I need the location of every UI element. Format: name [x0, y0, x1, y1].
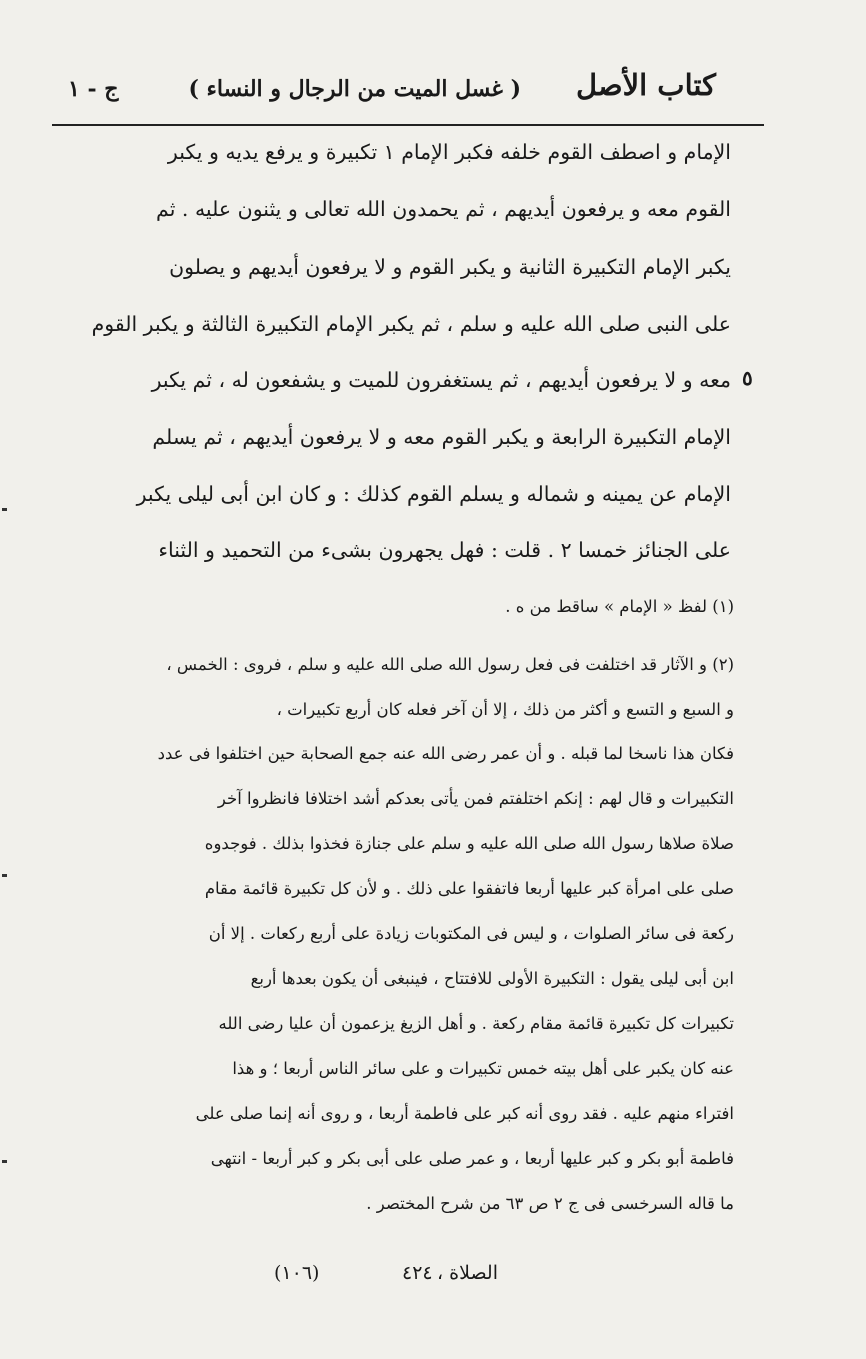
text-line: معه و لا يرفعون أيديهم ، ثم يستغفرون للميت و يشفعون له ، ثم يكبر [151, 368, 731, 392]
scan-mark [2, 1160, 7, 1163]
footnote-line: التكبيرات و قال لهم : إنكم اختلفتم فمن يأتى بعدكم أشد اختلافا فانظروا آخر [217, 789, 734, 808]
footnote-line: و السبع و التسع و أكثر من ذلك ، إلا أن آخر فعله كان أربع تكبيرات ، [276, 700, 734, 719]
chapter-title: ( غسل الميت من الرجال و النساء ) [188, 76, 521, 102]
book-title: كتاب الأصل [576, 68, 716, 102]
running-header [60, 68, 716, 114]
text-line: يكبر الإمام التكبيرة الثانية و يكبر القوم و لا يرفعون أيديهم و يصلون [169, 255, 731, 279]
footer-section: ، الصلاة [436, 1262, 498, 1284]
footnote-line: ابن أبى ليلى يقول : التكبيرة الأولى للافتتاح ، فينبغى أن يكون بعدها أربع [250, 969, 734, 988]
footnote-line: (١) لفظ « الإمام » ساقط من ه . [505, 597, 734, 616]
footnote-line: ركعة فى سائر الصلوات ، و ليس فى المكتوبات زيادة على أربع ركعات . إلا أن [208, 924, 734, 943]
scan-mark [2, 874, 7, 877]
header-rule [52, 124, 764, 126]
text-line: على الجنائز خمسا ٢ . قلت : فهل يجهرون بشىء من التحميد و الثناء [158, 538, 731, 562]
footnote-line: فكان هذا ناسخا لما قبله . و أن عمر رضى الله عنه جمع الصحابة حين اختلفوا فى عدد [157, 744, 734, 763]
text-line: الإمام التكبيرة الرابعة و يكبر القوم معه و لا يرفعون أيديهم ، ثم يسلم [152, 425, 731, 449]
footnote-line: ما قاله السرخسى فى ج ٢ ص ٦٣ من شرح المختصر . [366, 1194, 734, 1213]
text-line: على النبى صلى الله عليه و سلم ، ثم يكبر الإمام التكبيرة الثالثة و يكبر القوم [91, 312, 731, 336]
footnote-line: صلاة صلاها رسول الله صلى الله عليه و سلم على جنازة فخذوا بذلك . فوجدوه [204, 834, 734, 853]
text-line: الإمام و اصطف القوم خلفه فكبر الإمام ١ تكبيرة و يرفع يديه و يكبر [167, 140, 731, 164]
footnote-line: تكبيرات كل تكبيرة قائمة مقام ركعة . و أهل الزيغ يزعمون أن عليا رضى الله [218, 1014, 734, 1033]
footer-page-ref: (١٠٦) [274, 1262, 320, 1284]
footnote-line: افتراء منهم عليه . فقد روى أنه كبر على فاطمة أربعا ، و روى أنه إنما صلى على [195, 1104, 734, 1123]
text-line: الإمام عن يمينه و شماله و يسلم القوم كذلك : و كان ابن أبى ليلى يكبر [136, 482, 731, 506]
footnote-line: صلى على امرأة كبر عليها أربعا فاتفقوا على ذلك . و لأن كل تكبيرة قائمة مقام [204, 879, 734, 898]
line-number-marker: ٥ [742, 366, 753, 390]
footnote-line: (٢) و الآثار قد اختلفت فى فعل رسول الله صلى الله عليه و سلم ، فروى : الخمس ، [166, 655, 734, 674]
footer-page-number: ٤٢٤ [402, 1262, 433, 1284]
footnote-line: فاطمة أبو بكر و كبر عليها أربعا ، و عمر صلى على أبى بكر و كبر أربعا - انتهى [210, 1149, 734, 1168]
text-line: القوم معه و يرفعون أيديهم ، ثم يحمدون الله تعالى و يثنون عليه . ثم [156, 197, 731, 221]
scan-mark [2, 508, 7, 511]
footnote-line: عنه كان يكبر على أهل بيته خمس تكبيرات و على سائر الناس أربعا ؛ و هذا [232, 1059, 734, 1078]
volume-number: ج - ١ [68, 76, 119, 102]
